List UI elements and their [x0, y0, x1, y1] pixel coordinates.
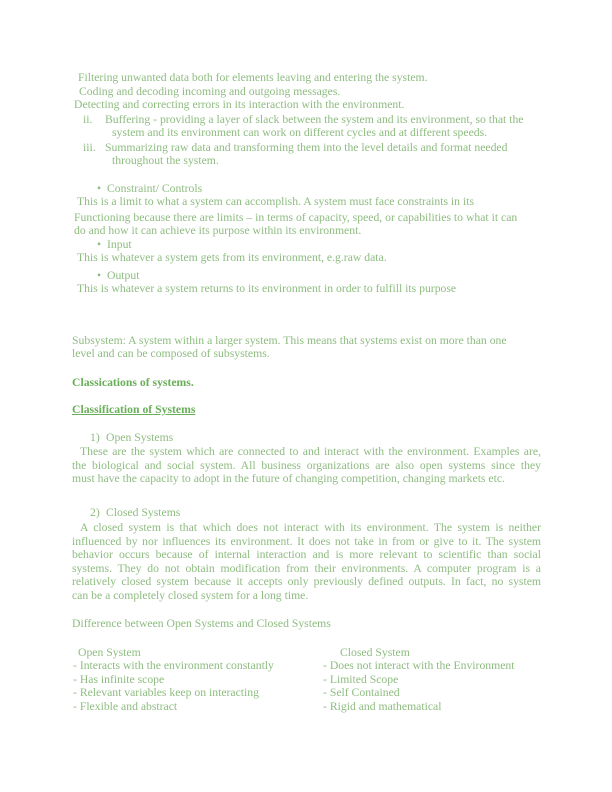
- text-line: Functioning because there are limits – in terms of capacity, speed, or capabilities to what it can: [74, 210, 518, 224]
- text-line: These are the system which are connected to and interact with the environment. Examples are,: [80, 445, 541, 458]
- text-line: - Flexible and abstract: [73, 699, 178, 713]
- text-line: can be a completely closed system for a long time.: [72, 588, 309, 602]
- intro-lines: [72, 71, 541, 112]
- input-paragraph: [72, 251, 541, 265]
- text-line: system and its environment can work on different cycles and at different speeds.: [112, 126, 488, 139]
- constraint-paragraph-2: [72, 211, 541, 238]
- text-line: This is a limit to what a system can accomplish. A system must face constraints in its: [77, 195, 474, 208]
- numbered-heading-closed-systems: [72, 506, 541, 520]
- text-line: This is whatever a system returns to its environment in order to fulfill its purpose: [77, 282, 457, 295]
- list-item-buffering: [72, 113, 541, 140]
- text-line: do and how it can achieve its purpose within its environment.: [74, 224, 362, 237]
- constraint-paragraph-1: [72, 195, 541, 209]
- bullet-item-input: [72, 238, 541, 252]
- text-line: Coding and decoding incoming and outgoing messages.: [79, 84, 341, 98]
- list-item-text: [105, 112, 541, 140]
- text-line: Buffering - providing a layer of slack between the system and its environment, so that the: [105, 112, 524, 126]
- text-line: the biological and social system. All business organizations are also open systems since they: [72, 458, 541, 472]
- bullet-label: Output: [107, 268, 140, 282]
- heading-classification-of-systems: Classification of Systems: [72, 403, 196, 416]
- text-line: level and can be composed of subsystems.: [72, 347, 270, 360]
- number-marker: 2): [90, 505, 100, 519]
- closed-system-column: [323, 646, 541, 714]
- text-line: influenced by nor influences its environment. It does not take in from or give to it. The system: [72, 534, 541, 548]
- closed-system-items: [323, 659, 541, 713]
- heading-classications-of-systems: Classications of systems.: [72, 375, 194, 389]
- text-line: Subsystem: A system within a larger system. This means that systems exist on more than one: [72, 333, 507, 347]
- bullet-label: Input: [107, 237, 132, 251]
- text-line: - Has infinite scope: [73, 672, 165, 686]
- difference-title: Difference between Open Systems and Closed Systems: [72, 617, 331, 630]
- text-line: throughout the system.: [112, 154, 219, 167]
- bullet-icon: •: [97, 237, 102, 251]
- bullet-label: Constraint/ Controls: [107, 181, 203, 195]
- text-line: - Interacts with the environment constantly: [73, 659, 274, 672]
- comparison-table: [72, 646, 541, 714]
- text-line: - Rigid and mathematical: [323, 699, 442, 713]
- output-paragraph: [72, 282, 541, 296]
- bullet-icon: •: [97, 268, 102, 282]
- text-line: - Self Contained: [323, 686, 400, 699]
- numbered-heading-open-systems: [72, 431, 541, 445]
- numbered-heading-label: Closed Systems: [106, 505, 181, 519]
- open-system-column: [72, 646, 323, 714]
- closed-system-column-header: Closed System: [340, 645, 410, 659]
- text-line: This is whatever a system gets from its environment, e.g.raw data.: [77, 251, 387, 264]
- list-item-text: [105, 140, 541, 168]
- text-line: must have the capacity to adopt in the future of changing competition, changing markets etc.: [72, 472, 505, 485]
- closed-systems-paragraph: [72, 521, 541, 602]
- text-line: Detecting and correcting errors in its interaction with the environment.: [74, 98, 405, 111]
- number-marker: 1): [90, 430, 100, 444]
- list-item-summarizing: [72, 141, 541, 168]
- text-line: Summarizing raw data and transforming them into the level details and format needed: [105, 140, 508, 154]
- text-line: - Does not interact with the Environment: [323, 659, 515, 672]
- list-marker: ii.: [83, 112, 93, 126]
- open-system-items: [72, 659, 323, 713]
- text-line: - Limited Scope: [323, 672, 399, 686]
- open-system-column-header: Open System: [78, 645, 141, 659]
- open-systems-paragraph: [72, 445, 541, 486]
- text-line: - Relevant variables keep on interacting: [73, 686, 259, 699]
- text-line: Filtering unwanted data both for elements leaving and entering the system.: [78, 71, 428, 84]
- subsystem-paragraph: [72, 334, 541, 361]
- bullet-item-output: [72, 269, 541, 283]
- numbered-heading-label: Open Systems: [106, 430, 174, 444]
- bullet-item-constraint-controls: [72, 182, 541, 196]
- text-line: behavior occurs because of internal interaction and is more relevant to scientific than social: [72, 548, 541, 561]
- text-line: systems. They do not obtain modification from their environments. A computer program is a: [72, 561, 541, 575]
- text-line: A closed system is that which does not interact with its environment. The system is neither: [80, 521, 541, 534]
- text-line: relatively closed system because it accepts only previously defined outputs. In fact, no system: [72, 575, 541, 588]
- bullet-icon: •: [97, 181, 102, 195]
- list-marker: iii.: [83, 140, 96, 154]
